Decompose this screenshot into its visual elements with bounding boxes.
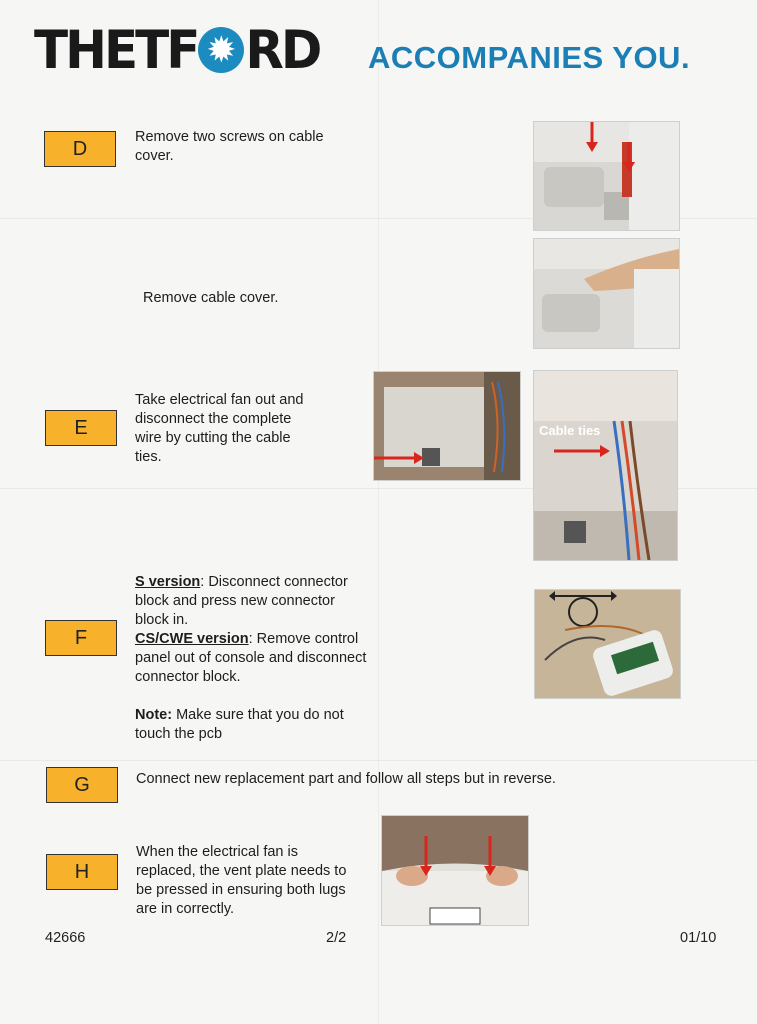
s-version-label: S version [135,574,201,590]
step-e-text: Take electrical fan out and disconnect the complete wire by cutting the cable ties. [135,392,304,465]
step-g-text: Connect new replacement part and follow all steps but in reverse. [136,771,556,787]
step-f-text [135,573,370,744]
step-badge-e: E [45,410,117,446]
step-badge-d: D [44,131,116,167]
tagline: ACCOMPANIES YOU. [368,40,691,75]
page-number: 2/2 [326,930,347,946]
logo-text-left: THETF [34,19,198,81]
document-number: 42666 [45,930,86,946]
photo-vent-plate [381,815,529,926]
thetford-logo [34,19,320,81]
step-d-text-2: Remove cable cover. [143,290,279,306]
photo-cable-ties [533,370,678,561]
star-icon [198,27,244,73]
photo-fan [373,371,521,481]
s-version-text: : Disconnect connector block and press new connector block in. [135,574,348,628]
photo-label-cable-ties: Cable ties [539,423,601,438]
note-text: Make sure that you do not touch the pcb [135,707,344,742]
photo-cable-cover [533,238,680,349]
step-badge-h: H [46,854,118,890]
document-date: 01/10 [680,930,717,946]
paper-fold [378,0,379,1024]
logo-text-right: RD [245,19,320,81]
step-badge-g: G [46,767,118,803]
cs-version-label: CS/CWE version [135,631,249,647]
step-badge-f: F [45,620,117,656]
photo-connector [534,589,681,699]
step-h-text: When the electrical fan is replaced, the vent plate needs to be pressed in ensuring both lugs are in correctly. [136,844,347,917]
note-label: Note: [135,707,173,723]
photo-screws [533,121,680,231]
cs-version-text: : Remove control panel out of console and disconnect connector block. [135,631,367,685]
step-d-text: Remove two screws on cable cover. [135,129,324,164]
